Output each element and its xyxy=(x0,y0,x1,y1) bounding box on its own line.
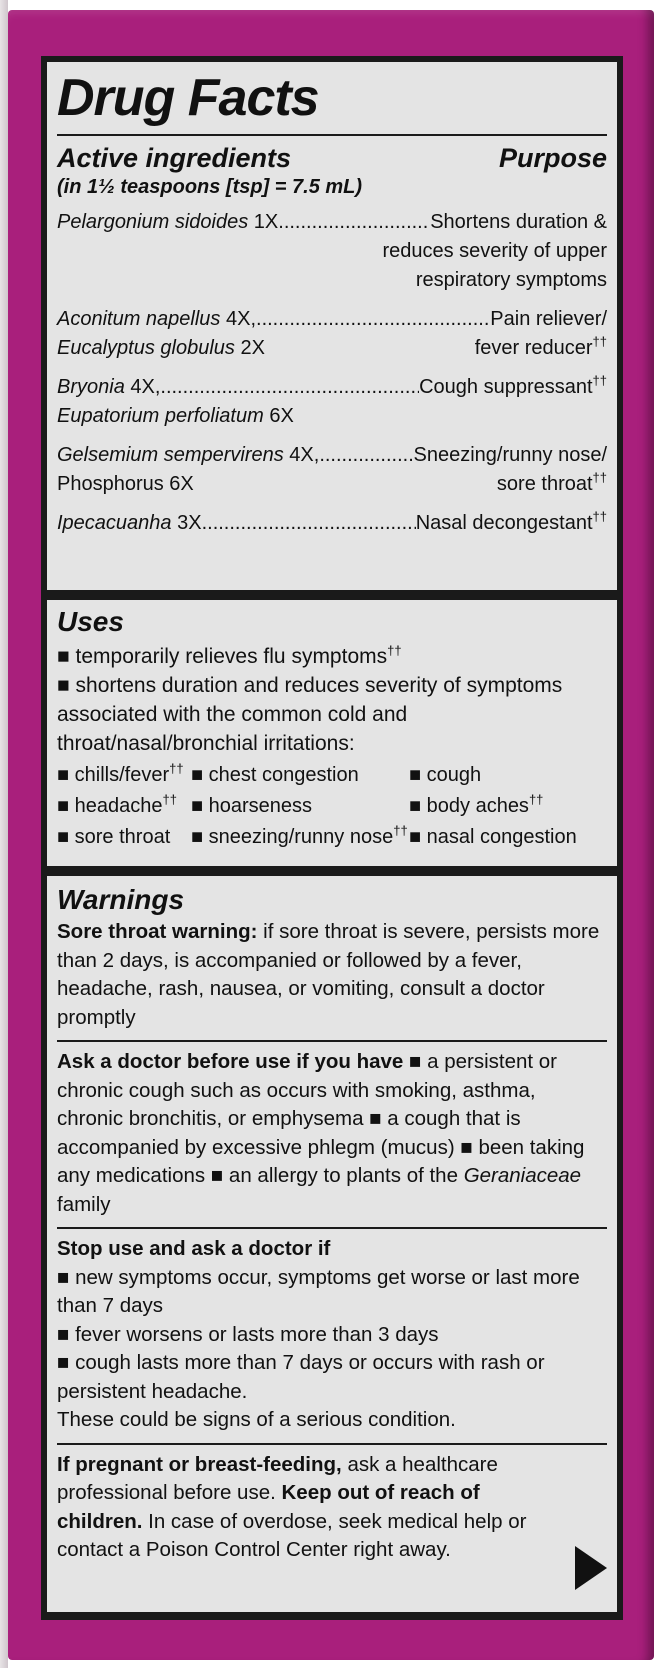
ingredient-potency: 1X xyxy=(248,211,279,233)
ask-item: ■ an allergy to plants of the Geraniaceae family xyxy=(57,1164,581,1216)
ask-item: ■ been taking any medications xyxy=(57,1136,584,1188)
footnote-mark: †† xyxy=(592,334,607,349)
symptom-item: ■ cough xyxy=(409,760,607,791)
ingredient-name: Ipecacuanha xyxy=(57,512,172,534)
active-ingredients-box xyxy=(47,62,617,590)
ingredient-name: Bryonia xyxy=(57,376,125,398)
ingredient-purpose: Cough suppressant xyxy=(419,376,593,398)
symptom-grid xyxy=(57,760,607,853)
leader-dots xyxy=(256,305,490,334)
ask-doctor-label: Ask a doctor before use if you have xyxy=(57,1050,404,1073)
ingredient-purpose: Shortens duration & xyxy=(430,211,607,233)
ingredient-purpose: reduces severity of upper xyxy=(382,240,607,262)
leader-dots xyxy=(202,509,416,538)
stop-note: These could be signs of a serious condition. xyxy=(57,1408,456,1431)
sore-throat-label: Sore throat warning: xyxy=(57,920,258,943)
carton-side-edge xyxy=(0,0,8,1668)
play-arrow-icon xyxy=(575,1546,607,1590)
footnote-mark: †† xyxy=(387,643,402,658)
ingredient-row xyxy=(57,305,607,363)
plant-family: Geraniaceae xyxy=(463,1164,582,1187)
ingredient-potency: 6X xyxy=(263,405,294,427)
ingredient-potency: 4X, xyxy=(283,444,320,466)
symptom-item: ■ chest congestion xyxy=(191,760,409,791)
sore-throat-warning xyxy=(57,918,607,1042)
pregnancy-section xyxy=(57,1451,607,1573)
ingredient-purpose: Pain reliever/ xyxy=(490,308,607,330)
stop-item: ■ fever worsens or lasts more than 3 days xyxy=(57,1321,607,1350)
ingredient-row xyxy=(57,441,607,499)
ingredient-purpose: Sneezing/runny nose/ xyxy=(413,444,607,466)
active-ingredients-heading: Active ingredients xyxy=(57,143,292,173)
stop-use-section xyxy=(57,1235,607,1445)
ask-item: ■ a persistent or chronic cough such as occurs with smoking, asthma, chronic bronchitis, or emphysema xyxy=(57,1050,557,1130)
active-ingredients-header xyxy=(57,142,607,174)
warnings-heading: Warnings xyxy=(57,884,185,915)
ask-doctor-section xyxy=(57,1048,607,1229)
leader-dots xyxy=(278,208,430,237)
ingredient-name: Phosphorus xyxy=(57,473,164,495)
pregnancy-text: ask a healthcare professional before use. xyxy=(57,1452,498,1504)
stop-item: ■ cough lasts more than 7 days or occurs with rash or persistent headache. xyxy=(57,1349,607,1406)
leader-dots xyxy=(160,373,419,402)
uses-item: ■ temporarily relieves flu symptoms†† xyxy=(57,642,607,671)
ingredient-potency: 4X, xyxy=(220,308,257,330)
dose-note: (in 1½ teaspoons [tsp] = 7.5 mL) xyxy=(57,176,363,198)
sore-throat-text: if sore throat is severe, persists more than 2 days, is accompanied or followed by a fever, headache, rash, nausea, or vomiting, consult a doctor promptly xyxy=(57,920,600,1029)
ingredient-name: Gelsemium sempervirens xyxy=(57,444,284,466)
stop-use-label: Stop use and ask a doctor if xyxy=(57,1237,331,1260)
ingredient-potency: 2X xyxy=(234,337,265,359)
symptom-item: ■ nasal congestion xyxy=(409,822,607,853)
ingredient-name: Eupatorium perfoliatum xyxy=(57,405,264,427)
drug-facts-panel xyxy=(41,56,623,1620)
purpose-heading: Purpose xyxy=(498,143,607,173)
ingredient-purpose: sore throat xyxy=(496,473,593,495)
symptom-item: ■ chills/fever†† xyxy=(57,760,191,791)
ingredient-potency: 6X xyxy=(163,473,194,495)
ingredient-list xyxy=(57,208,607,538)
ingredient-purpose: Nasal decongestant xyxy=(415,512,593,534)
ingredient-name: Pelargonium sidoides xyxy=(57,211,249,233)
uses-heading: Uses xyxy=(57,606,124,637)
ingredient-name: Aconitum napellus xyxy=(57,308,221,330)
ingredient-potency: 3X xyxy=(171,512,202,534)
ask-item: ■ a cough that is accompanied by excessive phlegm (mucus) xyxy=(57,1107,521,1159)
stop-item: ■ new symptoms occur, symptoms get worse or last more than 7 days xyxy=(57,1264,607,1321)
warnings-box xyxy=(47,876,617,1612)
pregnancy-label: If pregnant or breast-feeding, xyxy=(57,1452,342,1476)
uses-item: ■ shortens duration and reduces severity of symptoms associated with the common cold and throat/nasal/bronchial irritations: xyxy=(57,671,607,758)
overdose-text: In case of overdose, seek medical help or contact a Poison Control Center right away. xyxy=(57,1509,527,1561)
footnote-mark: †† xyxy=(592,509,607,524)
leader-dots xyxy=(319,441,413,470)
footnote-mark: †† xyxy=(592,470,607,485)
ingredient-row xyxy=(57,208,607,295)
ingredient-potency: 4X, xyxy=(124,376,161,398)
ingredient-row xyxy=(57,509,607,538)
symptom-item: ■ sore throat xyxy=(57,822,191,853)
ingredient-row xyxy=(57,373,607,431)
page-title: Drug Facts xyxy=(57,66,607,136)
symptom-item: ■ body aches†† xyxy=(409,791,607,822)
ingredient-name: Eucalyptus globulus xyxy=(57,337,235,359)
uses-box xyxy=(47,600,617,866)
keep-out-label: Keep out of reach of children. xyxy=(57,1481,480,1533)
symptom-item: ■ sneezing/runny nose†† xyxy=(191,822,409,853)
symptom-item: ■ headache†† xyxy=(57,791,191,822)
ingredient-purpose: fever reducer xyxy=(474,337,593,359)
ingredient-purpose: respiratory symptoms xyxy=(415,269,607,291)
symptom-item: ■ hoarseness xyxy=(191,791,409,822)
footnote-mark: †† xyxy=(592,373,607,388)
